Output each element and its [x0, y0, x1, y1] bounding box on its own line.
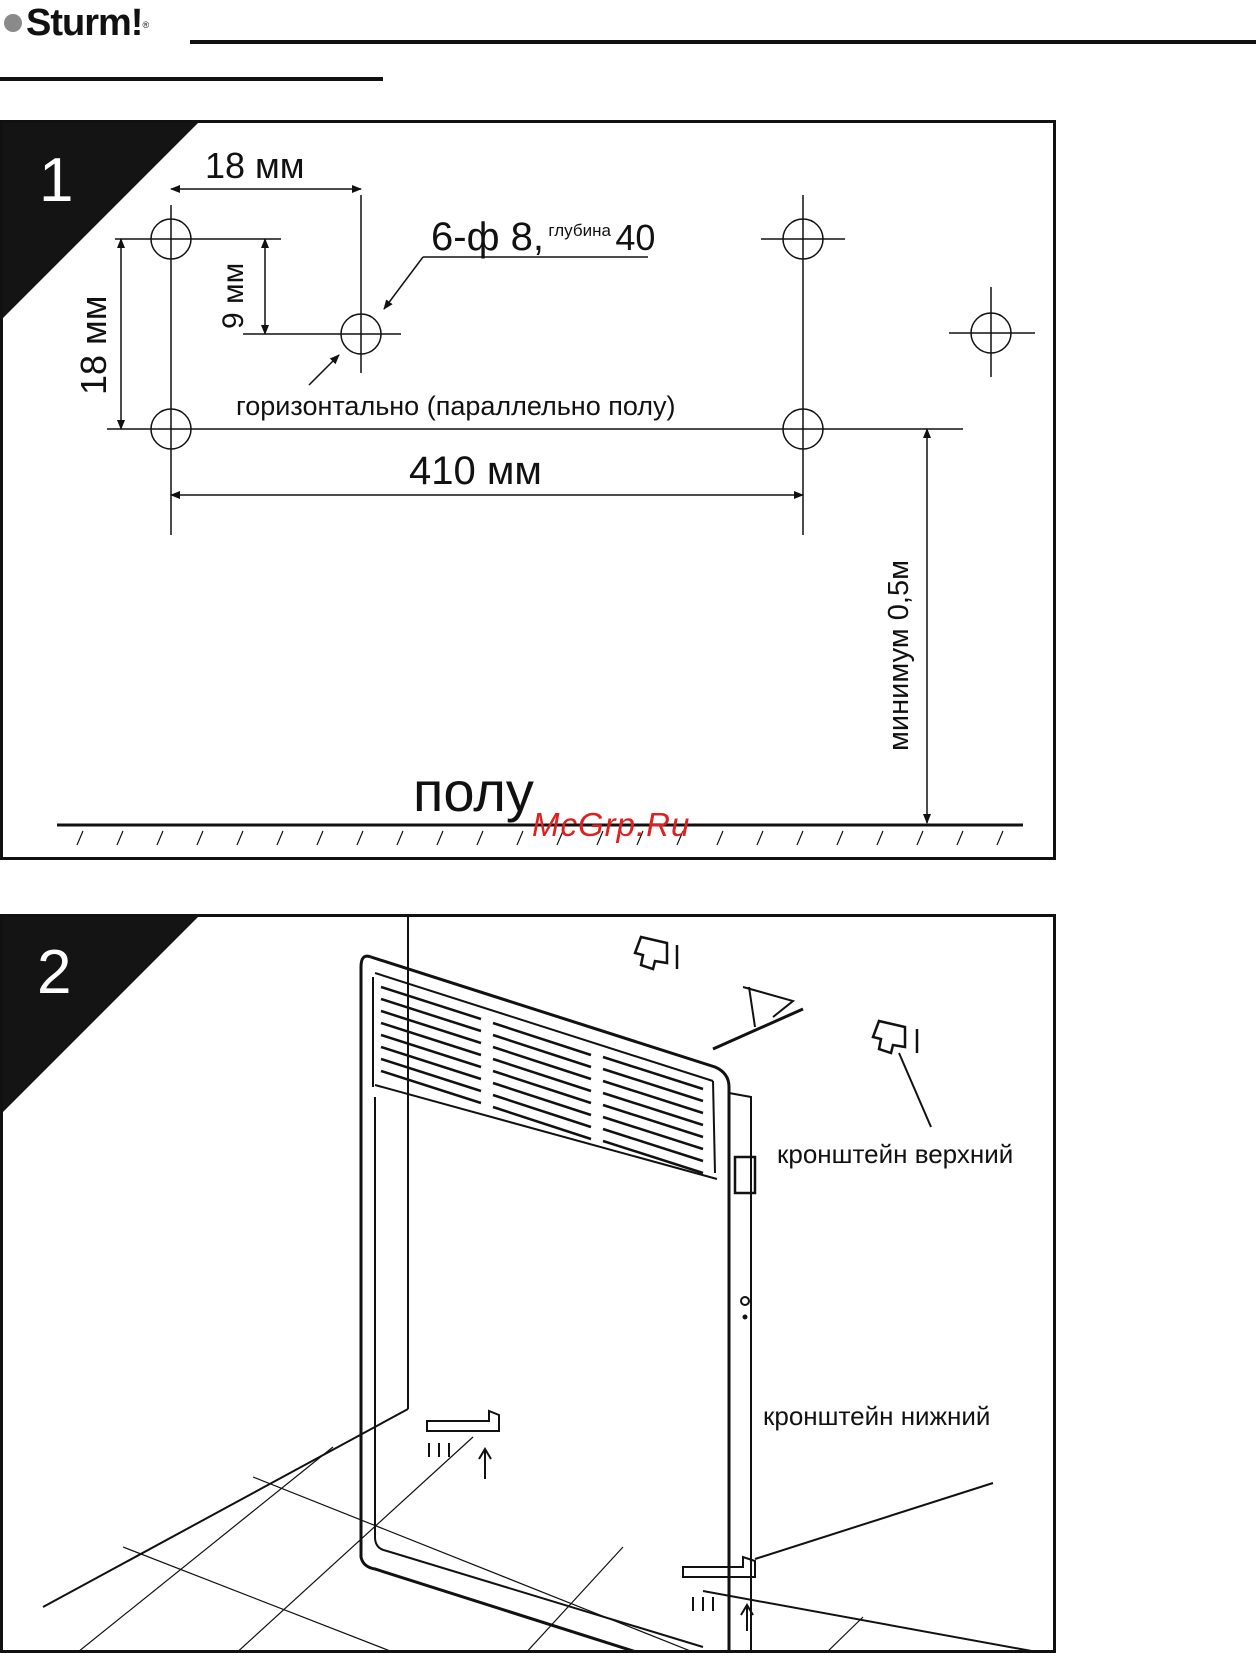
hole-spec: [431, 215, 655, 260]
hole-top-left: [115, 205, 281, 535]
hole-mid: [243, 195, 401, 373]
registered-mark: ®: [142, 20, 150, 30]
min-height-label: минимум 0,5м: [883, 559, 915, 751]
dim-span-label: 410 мм: [409, 449, 542, 493]
heater-body: [361, 956, 755, 1653]
floor-label: полу: [413, 760, 534, 823]
logo-text: Sturm!: [26, 1, 143, 44]
hole-spec-main: 6-ф 8,: [431, 215, 544, 259]
hole-spec-depth-label: глубина: [548, 221, 611, 240]
top-bracket-2-icon: [873, 1021, 917, 1053]
hole-top-right: [761, 195, 845, 535]
floor-tiles: [73, 1437, 863, 1653]
horizontal-note: горизонтально (параллельно полу): [236, 391, 676, 421]
logo-dot-icon: [4, 14, 22, 32]
bracket-top-label: кронштейн верхний: [777, 1139, 1014, 1169]
bracket-bottom-label: кронштейн нижний: [763, 1401, 991, 1431]
dim-small-label: 9 мм: [217, 262, 250, 329]
watermark: McGrp.Ru: [532, 806, 691, 843]
brand-logo: [0, 0, 149, 46]
header-rule: [190, 40, 1256, 44]
step-2-panel: [0, 914, 1056, 1653]
step-2-number: 2: [37, 938, 72, 1007]
top-bracket-1-icon: [635, 937, 677, 969]
installation-illustration: [3, 917, 1056, 1653]
section-rule: [0, 77, 383, 81]
step-1-number: 1: [39, 146, 74, 215]
dim-top-label: 18 мм: [205, 145, 305, 186]
dim-left-label: 18 мм: [73, 295, 114, 395]
hole-spec-depth-value: 40: [615, 217, 656, 258]
hole-far-right: [949, 287, 1035, 377]
step-1-panel: [0, 120, 1056, 860]
